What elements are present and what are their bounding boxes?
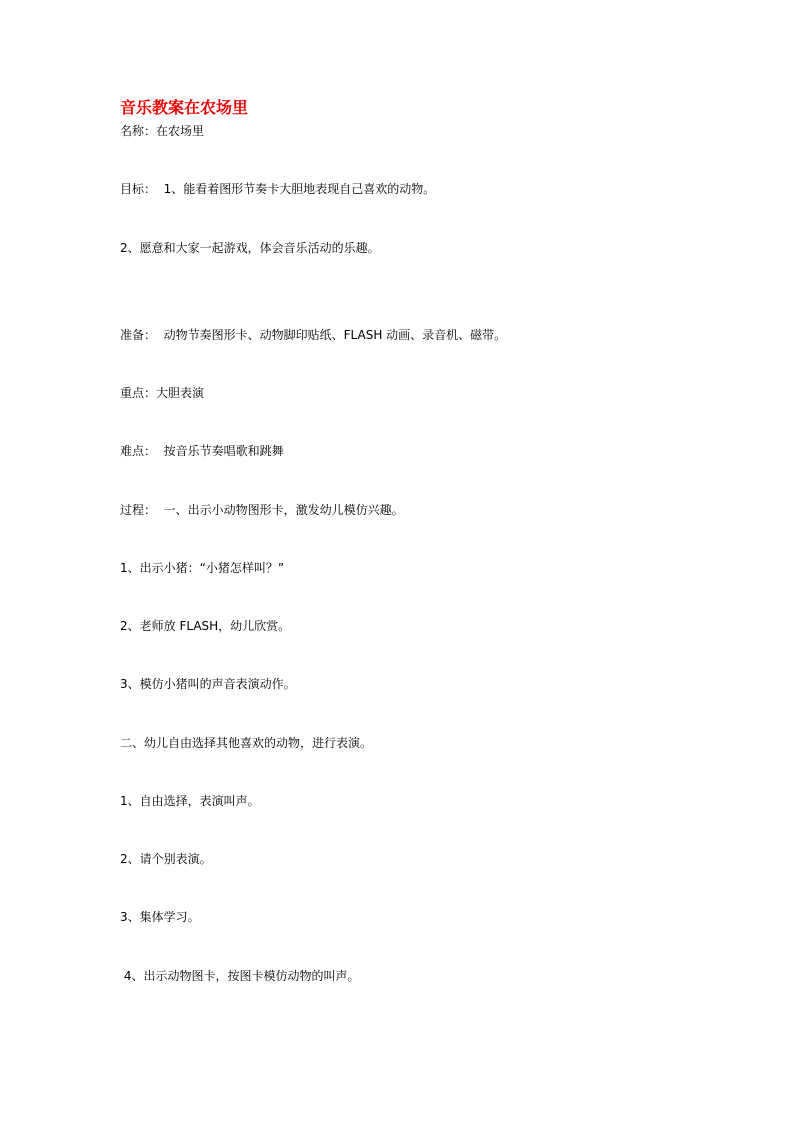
name-line: 名称：在农场里 (120, 124, 205, 138)
step-line: 4、出示动物图卡，按图卡模仿动物的叫声。 (120, 969, 360, 983)
step-line: 1、出示小猪：“小猪怎样叫？” (120, 561, 285, 575)
goal-line-2: 2、愿意和大家一起游戏，体会音乐活动的乐趣。 (120, 241, 380, 255)
process-line: 过程： 一、出示小动物图形卡，激发幼儿模仿兴趣。 (120, 503, 404, 517)
step-line: 2、老师放 FLASH，幼儿欣赏。 (120, 619, 291, 633)
step-line: 1、自由选择，表演叫声。 (120, 794, 260, 808)
goal-line-1: 目标： 1、能看着图形节奏卡大胆地表现自己喜欢的动物。 (120, 182, 436, 196)
step-line: 3、模仿小猪叫的声音表演动作。 (120, 677, 296, 691)
key-point-line: 重点：大胆表演 (120, 386, 205, 400)
step-line: 3、集体学习。 (120, 910, 200, 924)
section-heading-line: 二、幼儿自由选择其他喜欢的动物，进行表演。 (120, 736, 373, 750)
step-line: 2、请个别表演。 (120, 852, 212, 866)
preparation-line: 准备： 动物节奏图形卡、动物脚印贴纸、FLASH 动画、录音机、磁带。 (120, 328, 507, 342)
difficulty-line: 难点： 按音乐节奏唱歌和跳舞 (120, 444, 284, 458)
document-title: 音乐教案在农场里 (120, 98, 249, 117)
